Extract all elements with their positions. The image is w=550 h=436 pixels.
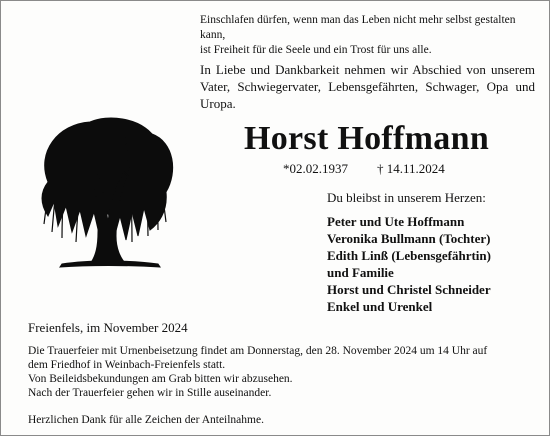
weeping-willow-tree-icon xyxy=(28,112,180,277)
mourner-entry: Peter und Ute Hoffmann xyxy=(327,214,465,229)
mourner-entry: Veronika Bullmann (Tochter) xyxy=(327,231,491,246)
intro-text: In Liebe und Dankbarkeit nehmen wir Abschied von unserem Vater, Schwiegervater, Lebensgefährten, Schwager, Opa und Uropa. xyxy=(200,62,535,111)
place-date: Freienfels, im November 2024 xyxy=(28,320,188,335)
motto xyxy=(200,13,540,58)
motto-line: ist Freiheit für die Seele und ein Trost für uns alle. xyxy=(200,44,432,56)
funeral-notice xyxy=(28,344,533,400)
thanks-line: Herzlichen Dank für alle Zeichen der Anteilnahme. xyxy=(28,414,264,426)
mourner-entry: und Familie xyxy=(327,265,394,280)
mourners-list xyxy=(327,213,491,315)
deceased-name: Horst Hoffmann xyxy=(244,120,490,157)
notice-line: Die Trauerfeier mit Urnenbeisetzung findet am Donnerstag, den 28. November 2024 um 14 Uhr auf xyxy=(28,345,488,357)
notice-line: Nach der Trauerfeier gehen wir in Stille auseinander. xyxy=(28,387,272,399)
heart-line: Du bleibst in unserem Herzen: xyxy=(327,190,486,205)
death-date: † 14.11.2024 xyxy=(377,161,445,176)
notice-line: Von Beileidsbekundungen am Grab bitten wir abzusehen. xyxy=(28,373,293,385)
mourner-entry: Enkel und Urenkel xyxy=(327,299,433,314)
mourner-entry: Horst und Christel Schneider xyxy=(327,282,491,297)
birth-date: *02.02.1937 xyxy=(283,161,348,176)
mourner-entry: Edith Linß (Lebensgefährtin) xyxy=(327,248,491,263)
notice-line: dem Friedhof in Weinbach-Freienfels statt. xyxy=(28,359,226,371)
motto-line: Einschlafen dürfen, wenn man das Leben nicht mehr selbst gestalten kann, xyxy=(200,14,516,41)
